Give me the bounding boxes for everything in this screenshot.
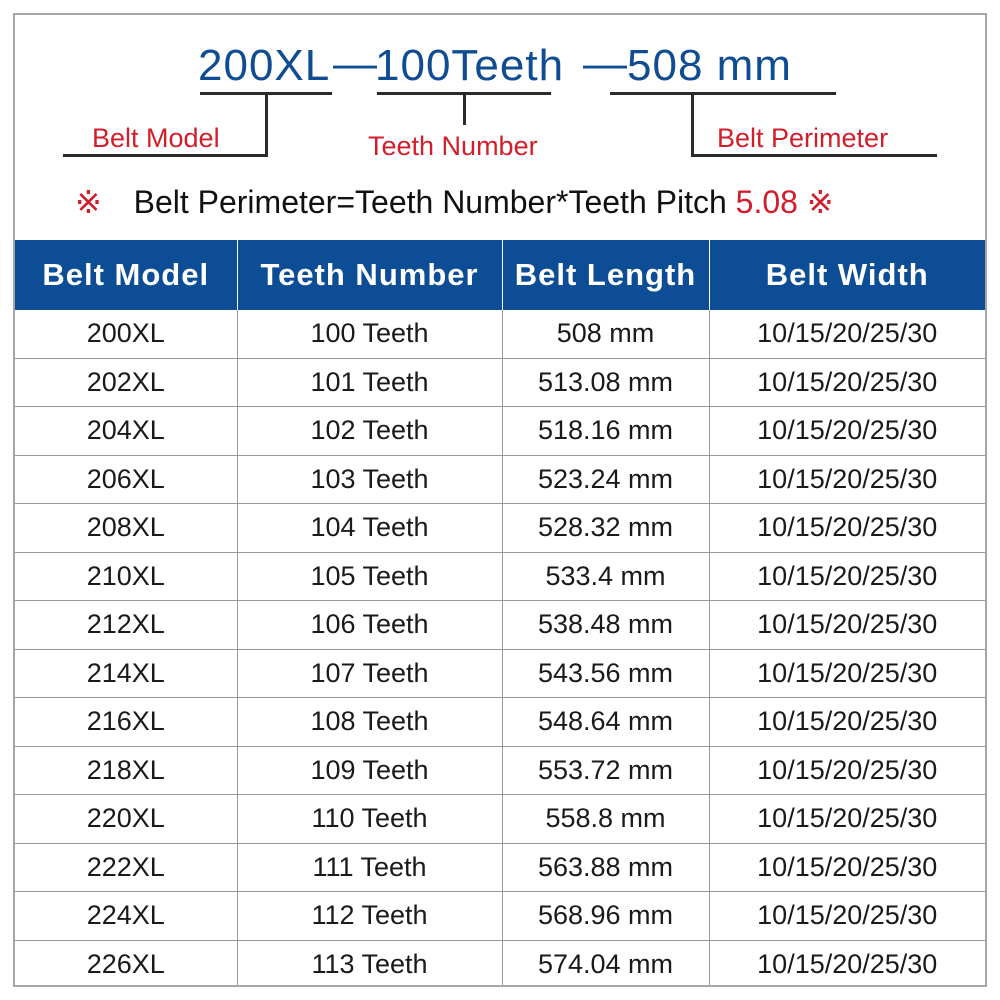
cell-belt-width: 10/15/20/25/30 [709, 698, 985, 747]
cell-belt-length: 513.08 mm [502, 358, 709, 407]
cell-belt-model: 208XL [15, 504, 237, 553]
teeth-connector [463, 92, 466, 125]
cell-belt-model: 220XL [15, 795, 237, 844]
label-belt-perimeter: Belt Perimeter [717, 123, 889, 153]
cell-belt-length: 518.16 mm [502, 407, 709, 456]
cell-belt-length: 533.4 mm [502, 552, 709, 601]
cell-teeth-number: 108 Teeth [237, 698, 502, 747]
belt-spec-table [15, 240, 985, 987]
cell-belt-model: 226XL [15, 940, 237, 987]
cell-teeth-number: 110 Teeth [237, 795, 502, 844]
header-teeth-number: Teeth Number [237, 240, 502, 310]
table-row [15, 698, 985, 747]
cell-belt-width: 10/15/20/25/30 [709, 649, 985, 698]
formula-line [75, 183, 834, 221]
header-belt-model: Belt Model [15, 240, 237, 310]
separator-1: — [333, 39, 377, 88]
cell-belt-length: 543.56 mm [502, 649, 709, 698]
cell-belt-model: 210XL [15, 552, 237, 601]
cell-teeth-number: 100 Teeth [237, 310, 502, 358]
table-row [15, 892, 985, 941]
cell-belt-model: 214XL [15, 649, 237, 698]
cell-belt-length: 558.8 mm [502, 795, 709, 844]
cell-belt-length: 574.04 mm [502, 940, 709, 987]
cell-teeth-number: 101 Teeth [237, 358, 502, 407]
cell-teeth-number: 106 Teeth [237, 601, 502, 650]
cell-teeth-number: 111 Teeth [237, 843, 502, 892]
length-underline [610, 92, 836, 95]
cell-belt-model: 204XL [15, 407, 237, 456]
cell-teeth-number: 103 Teeth [237, 455, 502, 504]
label-belt-model: Belt Model [92, 123, 220, 153]
table-row [15, 795, 985, 844]
cell-belt-model: 206XL [15, 455, 237, 504]
teeth-code: 100Teeth [375, 41, 565, 90]
separator-2: — [583, 39, 627, 88]
cell-belt-model: 222XL [15, 843, 237, 892]
table-row [15, 407, 985, 456]
cell-belt-width: 10/15/20/25/30 [709, 795, 985, 844]
cell-belt-width: 10/15/20/25/30 [709, 310, 985, 358]
cell-belt-model: 202XL [15, 358, 237, 407]
cell-belt-width: 10/15/20/25/30 [709, 407, 985, 456]
cell-belt-width: 10/15/20/25/30 [709, 455, 985, 504]
cell-belt-model: 212XL [15, 601, 237, 650]
perimeter-label-line [691, 154, 937, 157]
perimeter-connector [691, 92, 694, 156]
cell-belt-model: 200XL [15, 310, 237, 358]
cell-belt-width: 10/15/20/25/30 [709, 892, 985, 941]
cell-teeth-number: 113 Teeth [237, 940, 502, 987]
cell-teeth-number: 105 Teeth [237, 552, 502, 601]
model-label-line [63, 154, 268, 157]
table-row [15, 843, 985, 892]
cell-teeth-number: 104 Teeth [237, 504, 502, 553]
spec-sheet-frame [13, 13, 987, 987]
cell-belt-length: 563.88 mm [502, 843, 709, 892]
reference-mark-left: ※ [75, 184, 102, 220]
table-row [15, 310, 985, 358]
table-row [15, 940, 985, 987]
table-row [15, 504, 985, 553]
cell-belt-length: 553.72 mm [502, 746, 709, 795]
reference-mark-right: ※ [806, 184, 834, 220]
model-code: 200XL [198, 41, 331, 90]
cell-belt-width: 10/15/20/25/30 [757, 948, 938, 979]
label-teeth-number: Teeth Number [368, 131, 538, 161]
cell-teeth-number: 112 Teeth [237, 892, 502, 941]
cell-belt-width: 10/15/20/25/30 [709, 746, 985, 795]
cell-belt-model: 216XL [15, 698, 237, 747]
cell-belt-model: 224XL [15, 892, 237, 941]
cell-belt-model: 218XL [15, 746, 237, 795]
table-row [15, 358, 985, 407]
cell-belt-width: 10/15/20/25/30 [709, 552, 985, 601]
cell-belt-length: 568.96 mm [502, 892, 709, 941]
cell-belt-length: 538.48 mm [502, 601, 709, 650]
teeth-pitch-value: 5.08 [735, 184, 798, 220]
table-row [15, 455, 985, 504]
cell-belt-width: 10/15/20/25/30 [709, 358, 985, 407]
cell-belt-length: 548.64 mm [502, 698, 709, 747]
cell-belt-width: 10/15/20/25/30 [709, 601, 985, 650]
cell-belt-width: 10/15/20/25/30 [709, 504, 985, 553]
header-belt-length: Belt Length [502, 240, 709, 310]
cell-belt-width: 10/15/20/25/30 [709, 843, 985, 892]
cell-belt-length: 528.32 mm [502, 504, 709, 553]
model-connector [265, 92, 268, 156]
formula-text: Belt Perimeter=Teeth Number*Teeth Pitch [133, 184, 727, 220]
cell-belt-length: 523.24 mm [502, 455, 709, 504]
length-code: 508 mm [627, 41, 792, 90]
header-belt-width: Belt Width [709, 240, 985, 310]
table-row [15, 601, 985, 650]
table-row [15, 746, 985, 795]
cell-teeth-number: 107 Teeth [237, 649, 502, 698]
table-row [15, 649, 985, 698]
cell-belt-length: 508 mm [502, 310, 709, 358]
cell-teeth-number: 102 Teeth [237, 407, 502, 456]
table-row [15, 552, 985, 601]
cell-teeth-number: 109 Teeth [237, 746, 502, 795]
table-header-row [15, 240, 985, 310]
